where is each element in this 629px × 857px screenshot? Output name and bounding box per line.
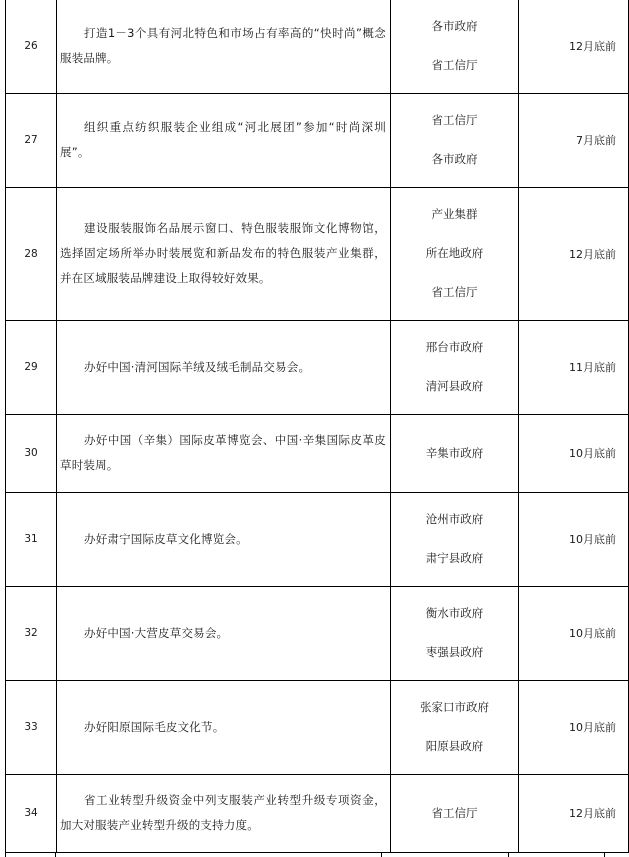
table-row [6,586,629,680]
task-cell [57,492,391,586]
responsible-dept: 邢台市政府 [425,340,484,354]
responsible-dept-cell [391,414,519,492]
responsible-dept: 省工信厅 [431,113,478,127]
responsible-dept: 各市政府 [431,152,478,166]
deadline: 10月底前 [519,680,629,774]
task-cell [57,774,391,852]
task-table [5,0,629,853]
row-number: 29 [6,320,57,414]
task-description: 办好肃宁国际皮草文化博览会。 [84,531,248,546]
responsible-dept: 张家口市政府 [420,700,489,714]
deadline: 12月底前 [519,0,629,93]
deadline: 10月底前 [519,586,629,680]
responsible-dept: 肃宁县政府 [425,551,484,565]
task-table-body [6,0,629,852]
deadline: 10月底前 [519,414,629,492]
responsible-dept: 省工信厅 [431,58,478,73]
task-cell [57,320,391,414]
task-cell [57,680,391,774]
responsible-dept: 各市政府 [431,19,478,34]
task-cell [57,0,391,93]
table-row [6,774,629,852]
row-number: 30 [6,414,57,492]
task-cell [57,586,391,680]
table-continuation [5,852,605,857]
responsible-dept: 清河县政府 [425,379,484,393]
deadline: 12月底前 [519,774,629,852]
row-number: 31 [6,492,57,586]
responsible-dept: 阳原县政府 [425,739,484,753]
continuation-line [381,852,382,857]
deadline: 10月底前 [519,492,629,586]
deadline: 11月底前 [519,320,629,414]
responsible-dept: 产业集群 [431,207,478,221]
continuation-line [5,852,6,857]
row-number: 28 [6,187,57,320]
task-description: 办好中国（辛集）国际皮革博览会、中国·辛集国际皮革皮草时装周。 [60,433,386,472]
task-description: 办好中国·大营皮草交易会。 [84,625,229,640]
deadline: 7月底前 [519,93,629,187]
deadline: 12月底前 [519,187,629,320]
responsible-dept: 沧州市政府 [425,512,484,526]
task-cell [57,93,391,187]
task-description: 省工业转型升级资金中列支服装产业转型升级专项资金，加大对服装产业转型升级的支持力度。 [60,793,386,832]
responsible-dept: 辛集市政府 [425,445,484,460]
table-row [6,93,629,187]
continuation-line [55,852,56,857]
responsible-dept: 所在地政府 [425,246,484,260]
task-description: 打造1－3个具有河北特色和市场占有率高的“快时尚”概念服装品牌。 [60,26,386,66]
continuation-line [604,852,605,857]
task-description: 办好阳原国际毛皮文化节。 [84,719,225,734]
task-description: 组织重点纺织服装企业组成“河北展团”参加“时尚深圳展”。 [60,120,386,159]
responsible-dept: 衡水市政府 [425,606,484,620]
row-number: 27 [6,93,57,187]
responsible-dept-cell [391,0,519,93]
continuation-line [508,852,509,857]
row-number: 26 [6,0,57,93]
table-row [6,680,629,774]
responsible-dept: 省工信厅 [431,805,478,820]
row-number: 32 [6,586,57,680]
table-row [6,187,629,320]
responsible-dept-cell [391,93,519,187]
responsible-dept: 省工信厅 [431,285,478,299]
responsible-dept-cell [391,492,519,586]
responsible-dept-cell [391,586,519,680]
table-row [6,414,629,492]
row-number: 34 [6,774,57,852]
task-description: 办好中国·清河国际羊绒及绒毛制品交易会。 [84,359,311,374]
row-number: 33 [6,680,57,774]
table-row [6,492,629,586]
responsible-dept-cell [391,680,519,774]
table-row [6,0,629,93]
task-cell [57,187,391,320]
responsible-dept-cell [391,320,519,414]
task-cell [57,414,391,492]
responsible-dept-cell [391,774,519,852]
responsible-dept-cell [391,187,519,320]
table-row [6,320,629,414]
task-description: 建设服装服饰名品展示窗口、特色服装服饰文化博物馆，选择固定场所举办时装展览和新品发布的特色服装产业集群，并在区域服装品牌建设上取得较好效果。 [60,221,386,285]
responsible-dept: 枣强县政府 [425,645,484,659]
